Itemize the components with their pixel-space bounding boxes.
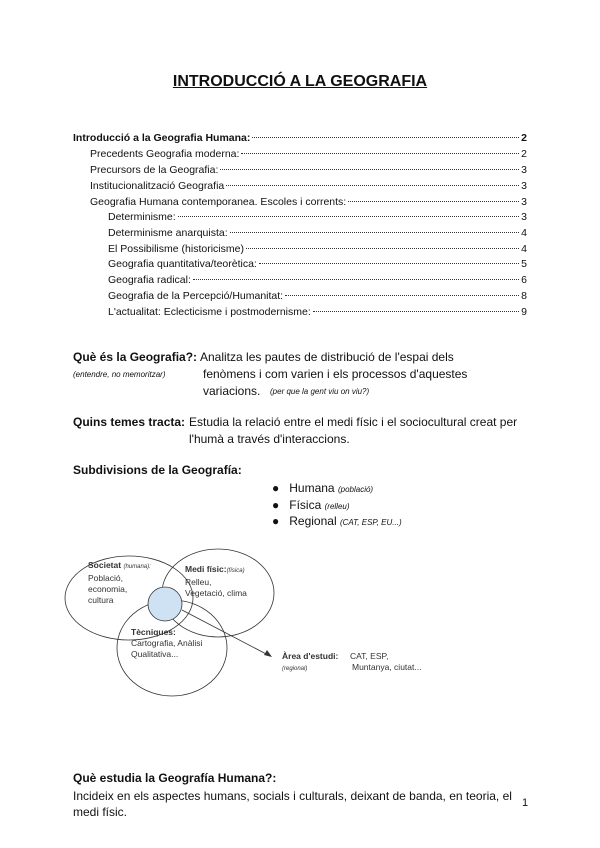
subdivision-item: ● Regional (CAT, ESP, EU...)	[272, 514, 402, 528]
toc-page: 3	[521, 196, 527, 208]
que-es-text: Analitza les pautes de distribució de l'espai dels	[200, 350, 454, 364]
humana-text: Incideix en els aspectes humans, socials i culturals, deixant de banda, en teoria, el	[73, 789, 512, 803]
toc-label: Determinisme anarquista:	[108, 227, 228, 239]
que-es-heading: Què és la Geografia?:	[73, 350, 198, 364]
toc-label: Determinisme:	[108, 211, 176, 223]
toc-page: 4	[521, 227, 527, 239]
temes-text: Estudia la relació entre el medi físic i el sociocultural creat per	[189, 415, 518, 429]
area-values: CAT, ESP, Muntanya, ciutat...	[350, 651, 422, 672]
bullet-icon: ●	[272, 514, 280, 528]
bullet-icon: ●	[272, 481, 280, 495]
area-label: Àrea d'estudi: (regional)	[282, 651, 339, 672]
temes-text: l'humà a través d'interaccions.	[189, 432, 350, 446]
page-number: 1	[522, 797, 529, 809]
toc-label: Geografia quantitativa/teorètica:	[108, 258, 257, 270]
que-es-text: fenòmens i com varien i els processos d'aquestes	[203, 367, 468, 381]
toc-page: 9	[521, 306, 527, 318]
toc-label: Precedents Geografia moderna:	[90, 148, 240, 160]
toc-label: Geografia radical:	[108, 274, 191, 286]
humana-heading: Què estudia la Geografía Humana?:	[73, 771, 277, 785]
que-es-text: variacions.	[203, 384, 261, 398]
que-es-note: (entendre, no memoritzar)	[73, 370, 166, 379]
toc-label: L'actualitat: Eclecticisme i postmodernisme:	[108, 306, 311, 318]
subdivision-item: ● Física (relleu)	[272, 497, 350, 512]
medi-label: Medi físic:(física) Relleu, Vegetació, clima	[185, 564, 247, 598]
toc-page: 8	[521, 290, 527, 302]
toc-label: Geografia de la Percepció/Humanitat:	[108, 290, 284, 302]
que-es-note: (per que la gent viu on viu?)	[270, 387, 370, 396]
toc-label: Institucionalització Geografia	[90, 180, 225, 192]
arrow-head-icon	[264, 650, 272, 657]
subdivisions-heading: Subdivisions de la Geografía:	[73, 463, 242, 477]
toc-page: 6	[521, 274, 527, 286]
societat-label: Societat (humana): Població, economia, cultura	[88, 560, 151, 605]
toc-label: Geografia Humana contemporanea. Escoles i corrents:	[90, 196, 347, 208]
toc-page: 2	[521, 132, 527, 144]
toc-page: 5	[521, 258, 527, 270]
intersection-circle	[148, 587, 182, 621]
temes-heading: Quins temes tracta:	[73, 415, 186, 429]
bullet-icon: ●	[272, 497, 280, 512]
document-title: INTRODUCCIÓ A LA GEOGRAFIA	[172, 73, 428, 90]
toc-page: 3	[521, 211, 527, 223]
toc-page: 2	[521, 148, 527, 160]
toc-label: Introducció a la Geografia Humana:	[73, 132, 251, 144]
toc-page: 4	[521, 243, 527, 255]
toc-label: Precursors de la Geografia:	[90, 164, 219, 176]
humana-text: medi físic.	[73, 805, 128, 819]
toc-label: El Possibilisme (historicisme)	[108, 243, 244, 255]
toc-page: 3	[521, 164, 527, 176]
subdivision-item: ● Humana (població)	[272, 481, 374, 495]
tecniques-label: Tècniques: Cartografia, Anàlisi Qualitativa...	[131, 627, 203, 659]
toc-page: 3	[521, 180, 527, 192]
